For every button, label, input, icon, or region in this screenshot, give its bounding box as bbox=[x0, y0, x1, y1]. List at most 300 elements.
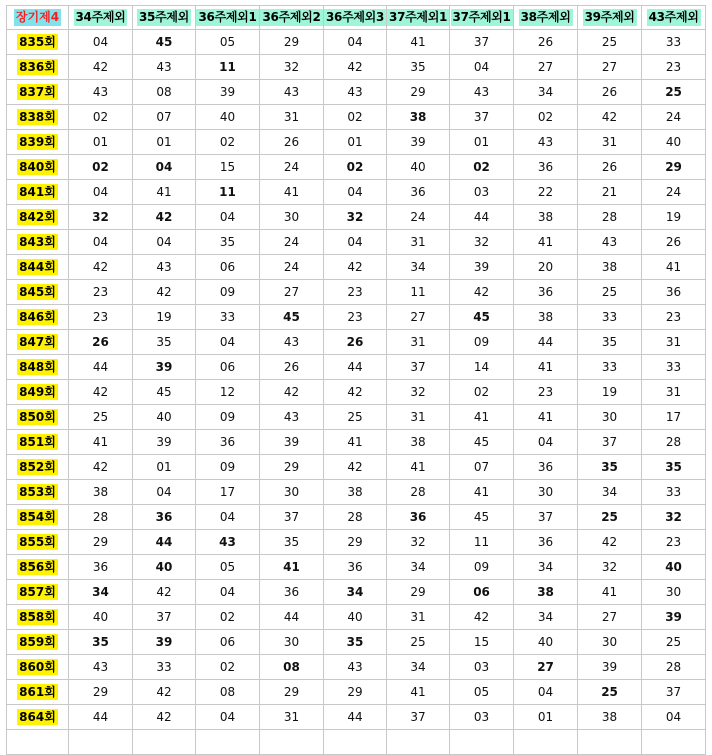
number-cell: 19 bbox=[133, 305, 196, 330]
column-header bbox=[450, 6, 514, 30]
number-cell: 32 bbox=[450, 230, 514, 255]
number-cell: 26 bbox=[642, 230, 706, 255]
number-cell: 41 bbox=[133, 180, 196, 205]
number-cell: 44 bbox=[514, 330, 578, 355]
number-cell: 37 bbox=[450, 30, 514, 55]
header-corner-cell bbox=[7, 6, 69, 30]
column-header-label: 35주제외 bbox=[139, 10, 189, 24]
number-cell: 04 bbox=[69, 230, 133, 255]
column-header bbox=[387, 6, 450, 30]
number-cell: 38 bbox=[578, 255, 642, 280]
round-label: 855회 bbox=[19, 535, 56, 549]
number-cell: 41 bbox=[514, 355, 578, 380]
number-cell: 04 bbox=[324, 180, 387, 205]
number-cell: 37 bbox=[260, 505, 324, 530]
number-cell: 02 bbox=[196, 605, 260, 630]
round-cell bbox=[7, 430, 69, 455]
number-cell: 01 bbox=[133, 130, 196, 155]
number-cell: 01 bbox=[69, 130, 133, 155]
number-cell: 23 bbox=[642, 55, 706, 80]
number-cell: 36 bbox=[133, 505, 196, 530]
number-cell: 44 bbox=[450, 205, 514, 230]
table-row bbox=[7, 405, 706, 430]
number-cell: 36 bbox=[196, 430, 260, 455]
number-cell: 01 bbox=[324, 130, 387, 155]
number-cell: 41 bbox=[642, 255, 706, 280]
table-row bbox=[7, 55, 706, 80]
number-cell: 41 bbox=[450, 405, 514, 430]
empty-cell bbox=[69, 730, 133, 755]
round-label: 835회 bbox=[19, 35, 56, 49]
number-cell: 37 bbox=[133, 605, 196, 630]
number-cell: 33 bbox=[642, 355, 706, 380]
number-cell: 43 bbox=[260, 405, 324, 430]
number-cell: 04 bbox=[324, 230, 387, 255]
number-cell: 27 bbox=[578, 55, 642, 80]
round-label: 851회 bbox=[19, 435, 56, 449]
number-cell: 43 bbox=[133, 255, 196, 280]
table-row bbox=[7, 655, 706, 680]
number-cell: 29 bbox=[642, 155, 706, 180]
number-cell: 42 bbox=[133, 580, 196, 605]
round-cell bbox=[7, 405, 69, 430]
number-cell: 25 bbox=[642, 630, 706, 655]
number-cell: 35 bbox=[324, 630, 387, 655]
number-cell: 34 bbox=[387, 255, 450, 280]
column-header-label: 39주제외 bbox=[584, 10, 635, 24]
number-cell: 04 bbox=[196, 505, 260, 530]
number-cell: 28 bbox=[69, 505, 133, 530]
number-cell: 11 bbox=[387, 280, 450, 305]
number-cell: 02 bbox=[450, 380, 514, 405]
column-header bbox=[196, 6, 260, 30]
number-cell: 38 bbox=[69, 480, 133, 505]
number-cell: 39 bbox=[260, 430, 324, 455]
round-cell bbox=[7, 505, 69, 530]
number-cell: 36 bbox=[642, 280, 706, 305]
number-cell: 02 bbox=[196, 655, 260, 680]
number-cell: 39 bbox=[578, 655, 642, 680]
round-cell bbox=[7, 530, 69, 555]
number-cell: 42 bbox=[69, 55, 133, 80]
table-row bbox=[7, 305, 706, 330]
number-cell: 25 bbox=[387, 630, 450, 655]
number-cell: 38 bbox=[514, 580, 578, 605]
round-label: 849회 bbox=[19, 385, 56, 399]
number-cell: 09 bbox=[196, 405, 260, 430]
number-cell: 02 bbox=[514, 105, 578, 130]
number-cell: 33 bbox=[196, 305, 260, 330]
number-cell: 45 bbox=[133, 30, 196, 55]
number-cell: 38 bbox=[324, 480, 387, 505]
number-cell: 37 bbox=[642, 680, 706, 705]
number-cell: 25 bbox=[69, 405, 133, 430]
column-header-label: 36주제외2 bbox=[262, 10, 321, 24]
number-cell: 01 bbox=[133, 455, 196, 480]
number-cell: 19 bbox=[642, 205, 706, 230]
empty-cell bbox=[133, 730, 196, 755]
number-cell: 04 bbox=[133, 230, 196, 255]
number-cell: 27 bbox=[514, 55, 578, 80]
round-label: 846회 bbox=[19, 310, 56, 324]
round-label: 842회 bbox=[19, 210, 56, 224]
number-cell: 45 bbox=[133, 380, 196, 405]
number-cell: 44 bbox=[69, 355, 133, 380]
number-cell: 29 bbox=[260, 680, 324, 705]
number-cell: 38 bbox=[514, 305, 578, 330]
column-header-label: 37주제외1 bbox=[389, 10, 448, 24]
number-cell: 31 bbox=[260, 705, 324, 730]
round-cell bbox=[7, 705, 69, 730]
number-cell: 40 bbox=[642, 130, 706, 155]
number-cell: 37 bbox=[450, 105, 514, 130]
number-cell: 24 bbox=[260, 255, 324, 280]
number-cell: 40 bbox=[387, 155, 450, 180]
number-cell: 11 bbox=[450, 530, 514, 555]
number-cell: 27 bbox=[260, 280, 324, 305]
number-cell: 32 bbox=[260, 55, 324, 80]
number-cell: 04 bbox=[196, 705, 260, 730]
number-cell: 31 bbox=[260, 105, 324, 130]
number-cell: 06 bbox=[450, 580, 514, 605]
number-cell: 05 bbox=[450, 680, 514, 705]
number-cell: 31 bbox=[387, 330, 450, 355]
number-cell: 24 bbox=[642, 180, 706, 205]
number-cell: 43 bbox=[260, 80, 324, 105]
number-cell: 35 bbox=[69, 630, 133, 655]
number-cell: 05 bbox=[196, 30, 260, 55]
number-cell: 06 bbox=[196, 355, 260, 380]
number-cell: 25 bbox=[578, 280, 642, 305]
column-header bbox=[642, 6, 706, 30]
number-cell: 35 bbox=[642, 455, 706, 480]
number-cell: 30 bbox=[260, 205, 324, 230]
number-cell: 34 bbox=[324, 580, 387, 605]
round-label: 845회 bbox=[19, 285, 56, 299]
number-cell: 45 bbox=[450, 305, 514, 330]
number-cell: 26 bbox=[260, 355, 324, 380]
number-cell: 23 bbox=[642, 305, 706, 330]
number-cell: 04 bbox=[450, 55, 514, 80]
table-row bbox=[7, 455, 706, 480]
number-cell: 32 bbox=[387, 380, 450, 405]
number-cell: 37 bbox=[387, 355, 450, 380]
number-cell: 14 bbox=[450, 355, 514, 380]
number-cell: 37 bbox=[514, 505, 578, 530]
number-cell: 27 bbox=[578, 605, 642, 630]
number-cell: 36 bbox=[514, 280, 578, 305]
round-label: 843회 bbox=[19, 235, 56, 249]
number-cell: 24 bbox=[387, 205, 450, 230]
number-cell: 26 bbox=[69, 330, 133, 355]
number-cell: 26 bbox=[578, 155, 642, 180]
round-label: 864회 bbox=[19, 710, 56, 724]
column-header-label: 37주제외1 bbox=[452, 10, 511, 24]
number-cell: 33 bbox=[578, 355, 642, 380]
number-cell: 34 bbox=[514, 605, 578, 630]
number-cell: 04 bbox=[196, 205, 260, 230]
round-cell bbox=[7, 30, 69, 55]
column-header-label: 34주제외 bbox=[75, 10, 126, 24]
table-row bbox=[7, 505, 706, 530]
table-row bbox=[7, 280, 706, 305]
number-cell: 08 bbox=[133, 80, 196, 105]
number-cell: 04 bbox=[514, 680, 578, 705]
number-cell: 41 bbox=[387, 30, 450, 55]
number-cell: 40 bbox=[514, 630, 578, 655]
number-cell: 33 bbox=[133, 655, 196, 680]
number-cell: 42 bbox=[260, 380, 324, 405]
number-cell: 36 bbox=[69, 555, 133, 580]
number-cell: 41 bbox=[260, 180, 324, 205]
round-label: 859회 bbox=[19, 635, 56, 649]
number-cell: 44 bbox=[69, 705, 133, 730]
column-header bbox=[324, 6, 387, 30]
round-cell bbox=[7, 555, 69, 580]
number-cell: 29 bbox=[324, 680, 387, 705]
table-row bbox=[7, 330, 706, 355]
number-cell: 42 bbox=[133, 705, 196, 730]
number-cell: 37 bbox=[387, 705, 450, 730]
empty-cell bbox=[324, 730, 387, 755]
table-row bbox=[7, 30, 706, 55]
number-cell: 41 bbox=[514, 230, 578, 255]
column-header bbox=[69, 6, 133, 30]
round-label: 840회 bbox=[19, 160, 56, 174]
round-cell bbox=[7, 480, 69, 505]
number-cell: 41 bbox=[450, 480, 514, 505]
number-cell: 31 bbox=[642, 380, 706, 405]
table-body bbox=[7, 6, 706, 755]
table-row bbox=[7, 680, 706, 705]
empty-cell bbox=[578, 730, 642, 755]
column-header bbox=[133, 6, 196, 30]
number-cell: 42 bbox=[133, 680, 196, 705]
column-header-label: 36주제외3 bbox=[326, 10, 385, 24]
table-row bbox=[7, 555, 706, 580]
round-cell bbox=[7, 580, 69, 605]
table-row bbox=[7, 155, 706, 180]
round-cell bbox=[7, 605, 69, 630]
number-cell: 36 bbox=[387, 505, 450, 530]
number-cell: 44 bbox=[324, 355, 387, 380]
number-cell: 31 bbox=[387, 405, 450, 430]
number-cell: 24 bbox=[642, 105, 706, 130]
number-cell: 36 bbox=[514, 455, 578, 480]
number-cell: 35 bbox=[133, 330, 196, 355]
round-label: 838회 bbox=[19, 110, 56, 124]
number-cell: 04 bbox=[196, 580, 260, 605]
number-cell: 40 bbox=[642, 555, 706, 580]
table-row bbox=[7, 380, 706, 405]
number-cell: 43 bbox=[324, 655, 387, 680]
number-cell: 31 bbox=[578, 130, 642, 155]
table-row bbox=[7, 530, 706, 555]
round-cell bbox=[7, 330, 69, 355]
number-cell: 08 bbox=[196, 680, 260, 705]
number-cell: 23 bbox=[514, 380, 578, 405]
number-cell: 41 bbox=[387, 455, 450, 480]
number-cell: 30 bbox=[578, 405, 642, 430]
number-cell: 32 bbox=[642, 505, 706, 530]
round-cell bbox=[7, 380, 69, 405]
round-label: 841회 bbox=[19, 185, 56, 199]
number-cell: 04 bbox=[69, 30, 133, 55]
column-header bbox=[260, 6, 324, 30]
number-cell: 37 bbox=[578, 430, 642, 455]
number-cell: 40 bbox=[133, 555, 196, 580]
round-cell bbox=[7, 655, 69, 680]
number-cell: 04 bbox=[133, 480, 196, 505]
table-row bbox=[7, 80, 706, 105]
number-cell: 12 bbox=[196, 380, 260, 405]
number-cell: 04 bbox=[69, 180, 133, 205]
number-cell: 23 bbox=[69, 305, 133, 330]
number-cell: 20 bbox=[514, 255, 578, 280]
number-cell: 06 bbox=[196, 255, 260, 280]
number-cell: 29 bbox=[324, 530, 387, 555]
number-cell: 36 bbox=[260, 580, 324, 605]
number-cell: 26 bbox=[578, 80, 642, 105]
number-cell: 26 bbox=[514, 30, 578, 55]
empty-cell bbox=[7, 730, 69, 755]
number-cell: 23 bbox=[324, 305, 387, 330]
round-label: 856회 bbox=[19, 560, 56, 574]
number-cell: 38 bbox=[514, 205, 578, 230]
table-row bbox=[7, 605, 706, 630]
number-cell: 40 bbox=[196, 105, 260, 130]
number-cell: 45 bbox=[450, 505, 514, 530]
number-cell: 08 bbox=[260, 655, 324, 680]
number-cell: 39 bbox=[450, 255, 514, 280]
table-row bbox=[7, 105, 706, 130]
number-cell: 42 bbox=[69, 455, 133, 480]
number-cell: 04 bbox=[133, 155, 196, 180]
round-cell bbox=[7, 455, 69, 480]
number-cell: 24 bbox=[260, 230, 324, 255]
number-cell: 43 bbox=[260, 330, 324, 355]
table-row bbox=[7, 205, 706, 230]
round-cell bbox=[7, 105, 69, 130]
round-label: 839회 bbox=[19, 135, 56, 149]
number-cell: 41 bbox=[260, 555, 324, 580]
round-cell bbox=[7, 55, 69, 80]
number-cell: 42 bbox=[450, 280, 514, 305]
number-cell: 29 bbox=[387, 580, 450, 605]
table-row bbox=[7, 430, 706, 455]
number-cell: 09 bbox=[450, 330, 514, 355]
number-cell: 32 bbox=[324, 205, 387, 230]
number-cell: 36 bbox=[387, 180, 450, 205]
number-cell: 11 bbox=[196, 55, 260, 80]
number-cell: 36 bbox=[514, 530, 578, 555]
table-row bbox=[7, 580, 706, 605]
number-cell: 42 bbox=[324, 380, 387, 405]
table-row bbox=[7, 705, 706, 730]
round-label: 852회 bbox=[19, 460, 56, 474]
number-cell: 43 bbox=[69, 80, 133, 105]
number-cell: 17 bbox=[196, 480, 260, 505]
round-label: 858회 bbox=[19, 610, 56, 624]
number-cell: 05 bbox=[196, 555, 260, 580]
header-row bbox=[7, 6, 706, 30]
number-cell: 43 bbox=[450, 80, 514, 105]
lotto-exclusion-table bbox=[6, 5, 706, 755]
number-cell: 42 bbox=[324, 455, 387, 480]
number-cell: 43 bbox=[133, 55, 196, 80]
number-cell: 42 bbox=[133, 205, 196, 230]
number-cell: 45 bbox=[260, 305, 324, 330]
number-cell: 29 bbox=[260, 455, 324, 480]
number-cell: 39 bbox=[133, 355, 196, 380]
number-cell: 17 bbox=[642, 405, 706, 430]
number-cell: 30 bbox=[260, 480, 324, 505]
number-cell: 34 bbox=[514, 555, 578, 580]
number-cell: 39 bbox=[387, 130, 450, 155]
number-cell: 11 bbox=[196, 180, 260, 205]
round-label: 847회 bbox=[19, 335, 56, 349]
number-cell: 40 bbox=[324, 605, 387, 630]
round-cell bbox=[7, 205, 69, 230]
number-cell: 43 bbox=[514, 130, 578, 155]
round-cell bbox=[7, 355, 69, 380]
number-cell: 32 bbox=[387, 530, 450, 555]
number-cell: 31 bbox=[387, 605, 450, 630]
number-cell: 40 bbox=[133, 405, 196, 430]
table-row bbox=[7, 480, 706, 505]
number-cell: 35 bbox=[578, 455, 642, 480]
number-cell: 42 bbox=[324, 255, 387, 280]
round-label: 860회 bbox=[19, 660, 56, 674]
number-cell: 22 bbox=[514, 180, 578, 205]
round-cell bbox=[7, 680, 69, 705]
number-cell: 25 bbox=[578, 30, 642, 55]
number-cell: 43 bbox=[578, 230, 642, 255]
number-cell: 25 bbox=[642, 80, 706, 105]
table-row bbox=[7, 630, 706, 655]
round-cell bbox=[7, 80, 69, 105]
number-cell: 42 bbox=[450, 605, 514, 630]
number-cell: 28 bbox=[642, 655, 706, 680]
number-cell: 35 bbox=[387, 55, 450, 80]
number-cell: 41 bbox=[69, 430, 133, 455]
number-cell: 28 bbox=[578, 205, 642, 230]
number-cell: 09 bbox=[450, 555, 514, 580]
number-cell: 30 bbox=[578, 630, 642, 655]
number-cell: 30 bbox=[514, 480, 578, 505]
number-cell: 42 bbox=[133, 280, 196, 305]
number-cell: 33 bbox=[642, 30, 706, 55]
number-cell: 02 bbox=[69, 155, 133, 180]
number-cell: 25 bbox=[578, 680, 642, 705]
number-cell: 43 bbox=[196, 530, 260, 555]
number-cell: 30 bbox=[260, 630, 324, 655]
round-label: 836회 bbox=[19, 60, 56, 74]
empty-row bbox=[7, 730, 706, 755]
table-row bbox=[7, 355, 706, 380]
number-cell: 39 bbox=[642, 605, 706, 630]
number-cell: 35 bbox=[260, 530, 324, 555]
number-cell: 27 bbox=[514, 655, 578, 680]
number-cell: 33 bbox=[578, 305, 642, 330]
round-cell bbox=[7, 255, 69, 280]
number-cell: 02 bbox=[324, 155, 387, 180]
column-header-label: 36주제외1 bbox=[198, 10, 257, 24]
number-cell: 26 bbox=[260, 130, 324, 155]
number-cell: 34 bbox=[578, 480, 642, 505]
corner-label: 장기제4 bbox=[15, 10, 60, 24]
number-cell: 02 bbox=[69, 105, 133, 130]
